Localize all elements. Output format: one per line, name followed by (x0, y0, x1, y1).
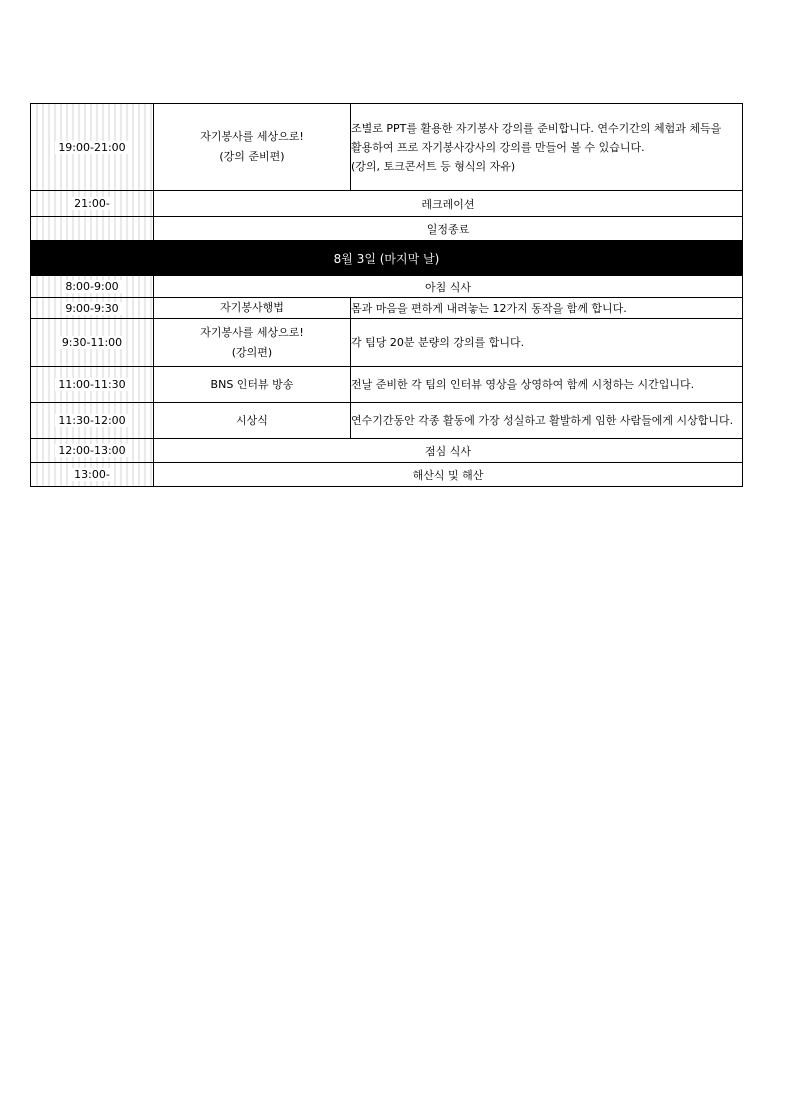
time-cell (31, 439, 154, 463)
time-cell (31, 276, 154, 298)
description-line: 활용하여 프로 자기봉사강사의 강의를 만들어 볼 수 있습니다. (351, 140, 645, 154)
table-row (31, 439, 743, 463)
time-cell (31, 191, 154, 217)
title-cell: 자기봉사행법 (154, 298, 351, 319)
day-header: 8월 3일 (마지막 날) (31, 241, 743, 276)
description-cell: 각 팀당 20분 분량의 강의를 합니다. (351, 319, 743, 367)
description-line: (강의, 토크콘서트 등 형식의 자유) (351, 159, 516, 173)
table-row (31, 276, 743, 298)
activity-cell: 해산식 및 해산 (154, 463, 743, 487)
table-row (31, 104, 743, 191)
time-label: 9:00-9:30 (62, 302, 121, 315)
description-cell: 전날 준비한 각 팀의 인터뷰 영상을 상영하여 함께 시청하는 시간입니다. (351, 367, 743, 403)
schedule-table (30, 103, 743, 487)
table-row (31, 403, 743, 439)
time-cell (31, 217, 154, 241)
time-cell (31, 403, 154, 439)
description-cell (351, 104, 743, 191)
time-cell (31, 319, 154, 367)
table-row (31, 463, 743, 487)
table-row (31, 298, 743, 319)
description-cell: 몸과 마음을 편하게 내려놓는 12가지 동작을 함께 합니다. (351, 298, 743, 319)
title-cell (154, 104, 351, 191)
time-cell (31, 298, 154, 319)
description-cell: 연수기간동안 각종 활동에 가장 성실하고 활발하게 임한 사람들에게 시상합니다. (351, 403, 743, 439)
title-cell (154, 319, 351, 367)
activity-cell: 아침 식사 (154, 276, 743, 298)
table-row (31, 319, 743, 367)
activity-cell: 일정종료 (154, 217, 743, 241)
time-label: 11:00-11:30 (55, 378, 128, 391)
title-cell: 시상식 (154, 403, 351, 439)
title-line: (강의 준비편) (219, 150, 285, 163)
title-cell: BNS 인터뷰 방송 (154, 367, 351, 403)
title-line: (강의편) (231, 345, 273, 359)
time-label: 8:00-9:00 (62, 280, 121, 293)
day-header-row (31, 241, 743, 276)
table-row (31, 191, 743, 217)
title-line: 자기봉사를 세상으로! (200, 130, 304, 143)
description-line: 조별로 PPT를 활용한 자기봉사 강의를 준비합니다. 연수기간의 체험과 체득을 (351, 121, 722, 135)
title-line: 자기봉사를 세상으로! (200, 325, 304, 339)
table-row (31, 217, 743, 241)
time-label: 21:00- (71, 197, 113, 210)
time-cell (31, 463, 154, 487)
activity-cell: 레크레이션 (154, 191, 743, 217)
activity-cell: 점심 식사 (154, 439, 743, 463)
table-row (31, 367, 743, 403)
time-label: 19:00-21:00 (55, 141, 128, 154)
time-cell (31, 104, 154, 191)
time-label: 12:00-13:00 (55, 444, 128, 457)
time-label: 13:00- (71, 468, 113, 481)
time-label: 11:30-12:00 (55, 414, 128, 427)
time-label: 9:30-11:00 (59, 336, 125, 349)
time-cell (31, 367, 154, 403)
